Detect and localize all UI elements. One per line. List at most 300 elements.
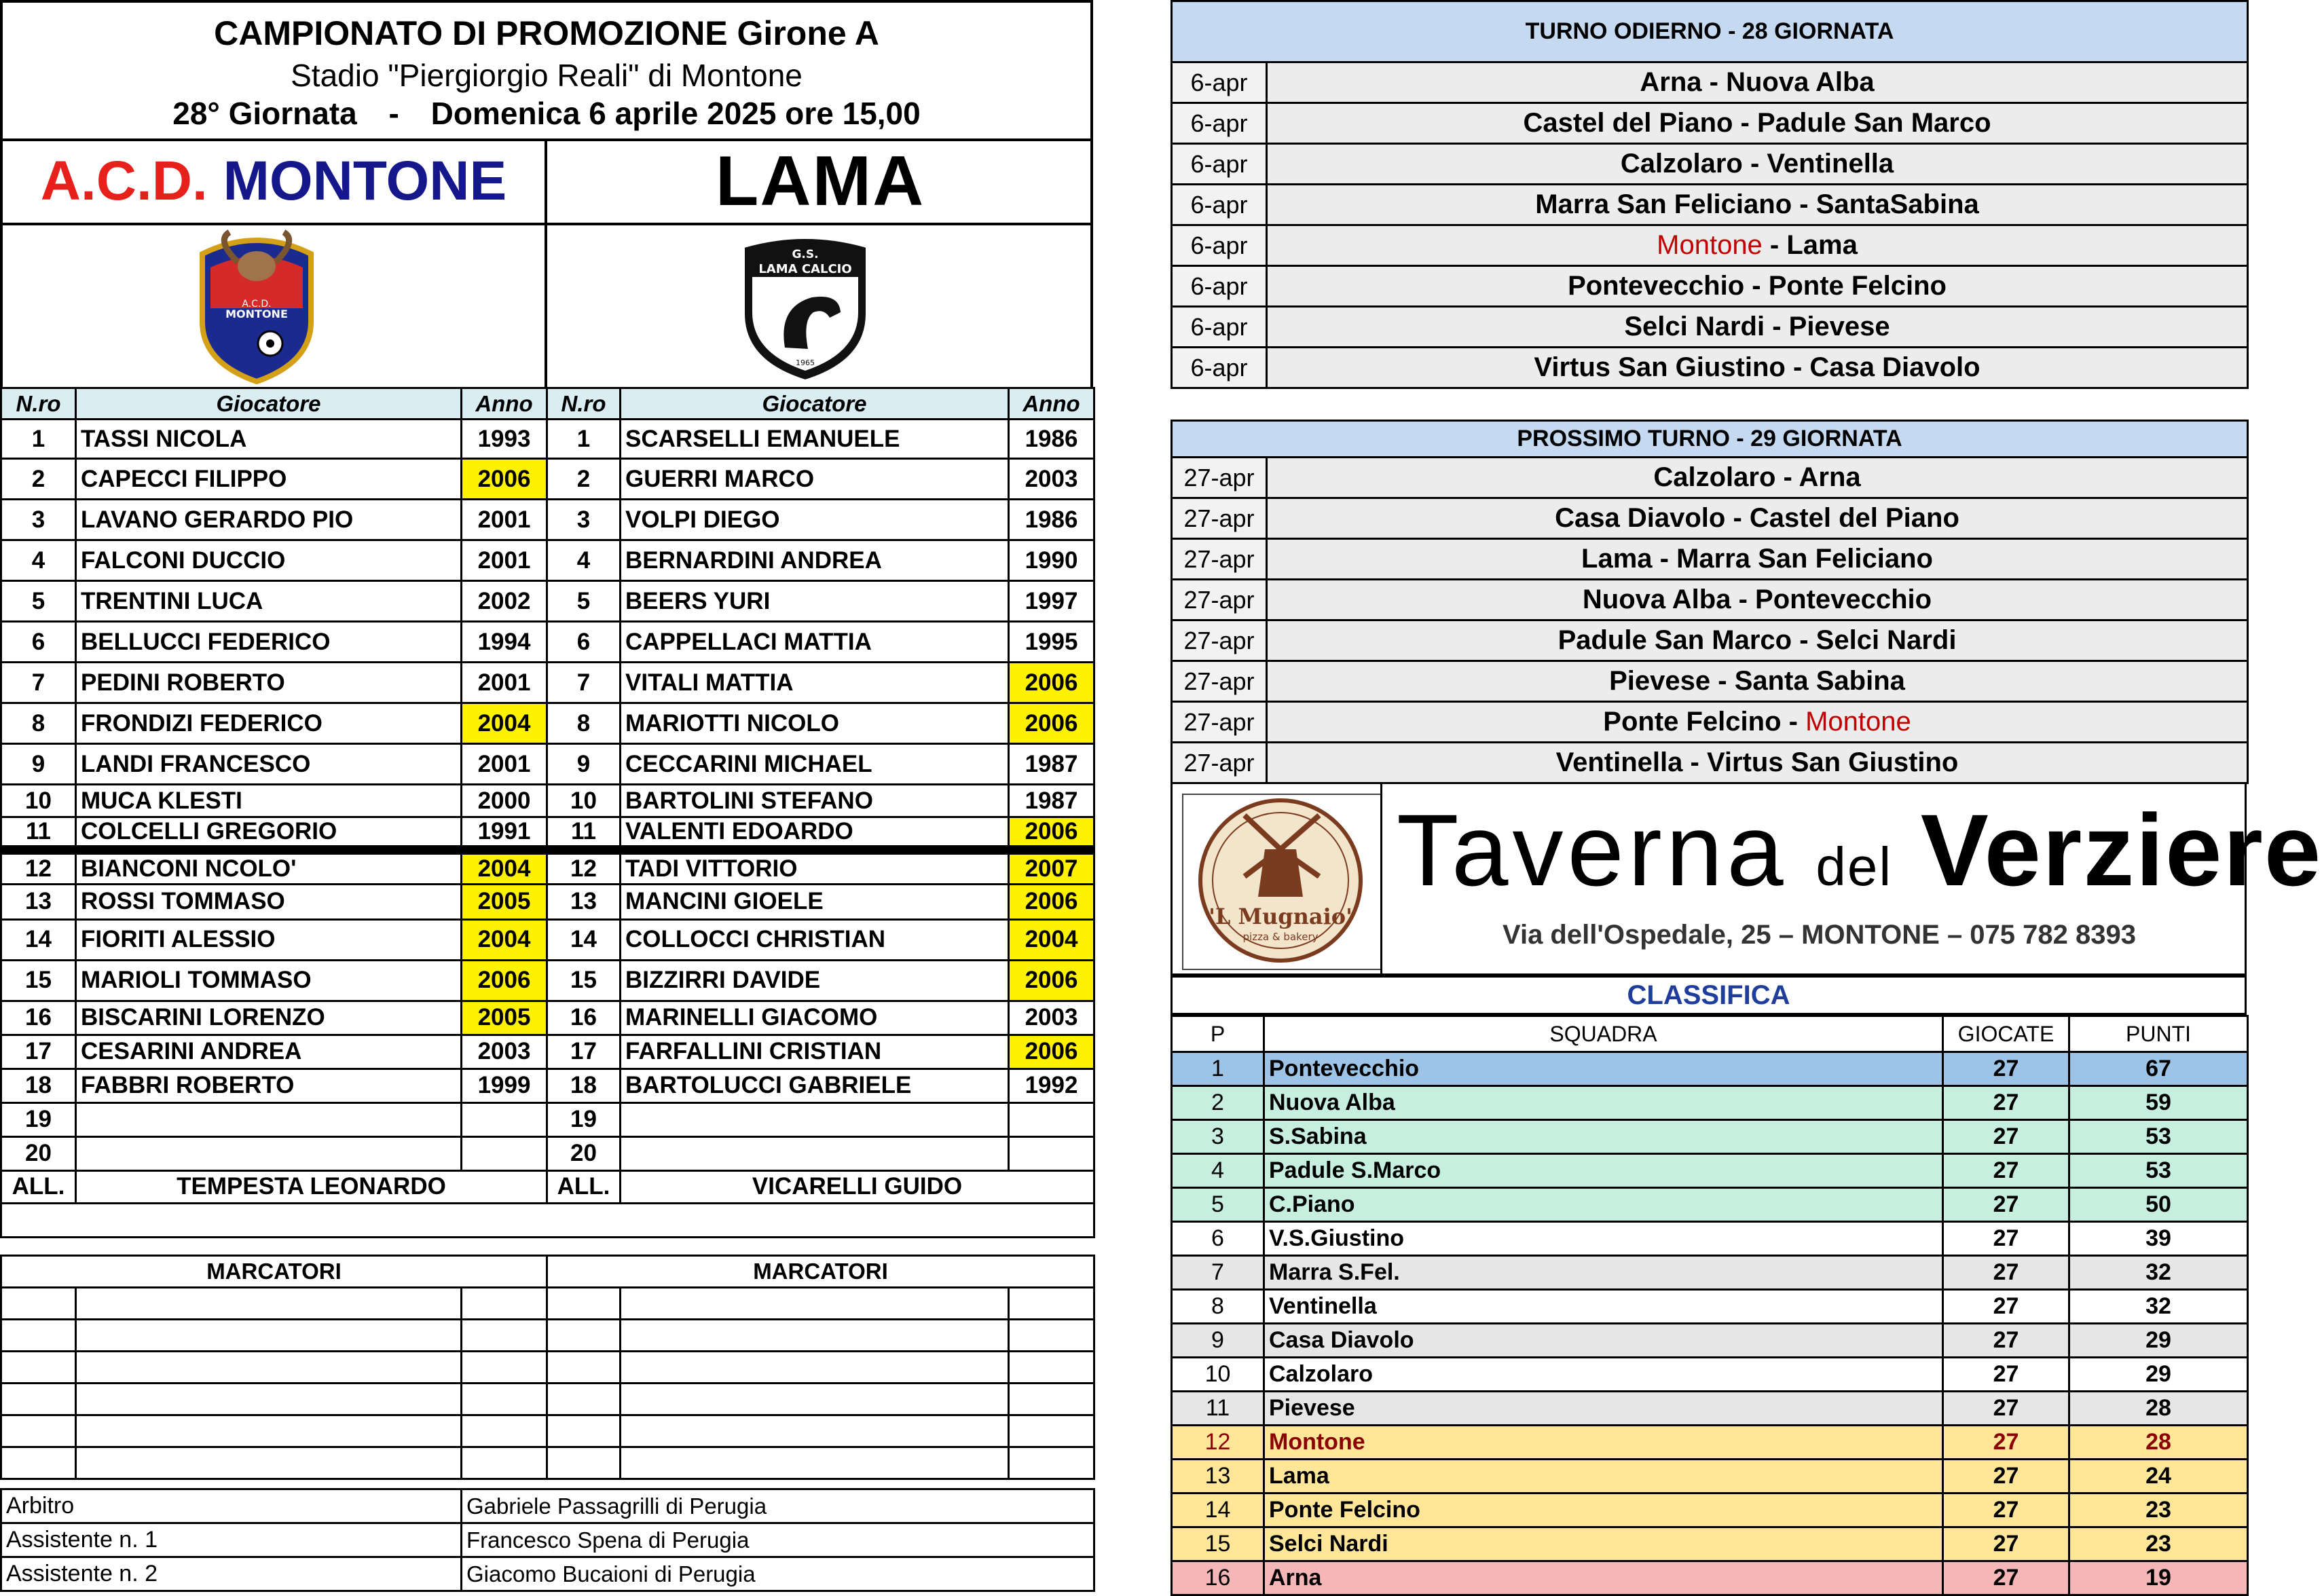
fixture-row — [1172, 103, 2248, 144]
away-player-number: 13 — [547, 884, 621, 919]
away-player-name: VALENTI EDOARDO — [621, 817, 1009, 851]
away-player-year: 2006 — [1009, 960, 1094, 1001]
standings-played: 27 — [1943, 1256, 2069, 1290]
fixture-match — [1267, 743, 2248, 783]
standings-team: Calzolaro — [1264, 1358, 1943, 1392]
home-player-number: 20 — [1, 1136, 76, 1170]
home-player-name — [76, 1102, 462, 1136]
lama-crest-year: 1965 — [796, 358, 815, 367]
away-player-name: MANCINI GIOELE — [621, 884, 1009, 919]
home-player-year: 2001 — [462, 540, 547, 581]
match-sheet — [0, 0, 1093, 1595]
home-player-number: 14 — [1, 919, 76, 960]
fixture-row — [1172, 266, 2248, 307]
fixture-separator: - — [1725, 503, 1750, 533]
standings-played: 27 — [1943, 1188, 2069, 1222]
away-player-header: Giocatore — [621, 388, 1009, 420]
fixture-home: Calzolaro — [1653, 462, 1776, 492]
away-player-name — [621, 1102, 1009, 1136]
away-player-number: 6 — [547, 622, 621, 663]
montone-crest-icon — [189, 227, 325, 383]
away-player-number: 11 — [547, 817, 621, 851]
fixture-home: Selci Nardi — [1624, 312, 1765, 341]
officials-table — [0, 1488, 1095, 1592]
home-player-name: TASSI NICOLA — [76, 420, 462, 459]
home-player-number: 7 — [1, 663, 76, 703]
fixture-home: Pontevecchio — [1568, 271, 1745, 301]
official-role: Assistente n. 2 — [1, 1557, 462, 1591]
standings-team: Padule S.Marco — [1264, 1154, 1943, 1188]
standings-position: 4 — [1172, 1154, 1264, 1188]
roster-row — [1, 744, 1094, 785]
home-player-year: 2001 — [462, 500, 547, 540]
fixture-match — [1267, 62, 2248, 103]
away-player-number: 20 — [547, 1136, 621, 1170]
home-player-name: BELLUCCI FEDERICO — [76, 622, 462, 663]
standings-points: 19 — [2069, 1561, 2248, 1595]
standings-points: 53 — [2069, 1154, 2248, 1188]
away-player-year: 2003 — [1009, 459, 1094, 500]
standings-row — [1172, 1120, 2248, 1154]
home-player-name: PEDINI ROBERTO — [76, 663, 462, 703]
standings-played: 27 — [1943, 1324, 2069, 1358]
roster-row — [1, 581, 1094, 622]
away-scorers-label: MARCATORI — [547, 1256, 1094, 1288]
official-row — [1, 1523, 1094, 1557]
away-player-number: 2 — [547, 459, 621, 500]
standings-row — [1172, 1527, 2248, 1561]
fixture-match — [1267, 580, 2248, 620]
away-player-number: 3 — [547, 500, 621, 540]
svg-text:MONTONE: MONTONE — [225, 308, 288, 320]
standings-played: 27 — [1943, 1527, 2069, 1561]
home-player-number: 9 — [1, 744, 76, 785]
scorer-row — [1, 1352, 1094, 1384]
championship-title: CAMPIONATO DI PROMOZIONE Girone A — [214, 14, 879, 52]
scorer-row — [1, 1320, 1094, 1352]
fixture-separator: - — [1733, 108, 1757, 138]
away-player-year: 2006 — [1009, 663, 1094, 703]
standings-row — [1172, 1086, 2248, 1120]
home-player-number: 16 — [1, 1001, 76, 1035]
standings-row — [1172, 1426, 2248, 1460]
roster-row — [1, 703, 1094, 744]
fixture-separator: - — [1701, 67, 1727, 97]
fixture-row — [1172, 225, 2248, 266]
away-player-number: 19 — [547, 1102, 621, 1136]
roster-row — [1, 1136, 1094, 1170]
home-player-name: MARIOLI TOMMASO — [76, 960, 462, 1001]
official-role: Assistente n. 1 — [1, 1523, 462, 1557]
away-player-name: VITALI MATTIA — [621, 663, 1009, 703]
away-team-name: LAMA — [715, 141, 925, 221]
fixture-date: 27-apr — [1172, 458, 1267, 498]
fixture-away: Castel del Piano — [1749, 503, 1959, 533]
away-player-number: 16 — [547, 1001, 621, 1035]
standings-team: Pievese — [1264, 1392, 1943, 1426]
away-player-name: BEERS YURI — [621, 581, 1009, 622]
standings-position: 2 — [1172, 1086, 1264, 1120]
roster-row — [1, 785, 1094, 817]
home-player-year: 2004 — [462, 919, 547, 960]
standings-points-header: PUNTI — [2069, 1016, 2248, 1052]
standings-table — [1171, 1015, 2249, 1596]
home-player-year: 2005 — [462, 884, 547, 919]
home-team-label: MONTONE — [223, 150, 507, 212]
fixture-away: SantaSabina — [1816, 189, 1979, 219]
fixture-away: Nuova Alba — [1726, 67, 1875, 97]
away-player-name: GUERRI MARCO — [621, 459, 1009, 500]
fixture-match — [1267, 702, 2248, 743]
standings-row — [1172, 1188, 2248, 1222]
home-player-year — [462, 1102, 547, 1136]
fixture-away: Arna — [1799, 462, 1861, 492]
away-player-number: 17 — [547, 1035, 621, 1069]
fixture-separator: - — [1792, 189, 1816, 219]
fixture-date: 6-apr — [1172, 348, 1267, 388]
fixture-home: Ponte Felcino — [1603, 707, 1782, 737]
standings-pos-header: P — [1172, 1016, 1264, 1052]
standings-played: 27 — [1943, 1358, 2069, 1392]
fixture-separator: - — [1744, 271, 1769, 301]
fixture-home: Casa Diavolo — [1555, 503, 1726, 533]
home-player-year: 1993 — [462, 420, 547, 459]
fixture-date: 6-apr — [1172, 225, 1267, 266]
away-player-year: 1987 — [1009, 785, 1094, 817]
stadium-name: Stadio "Piergiorgio Reali" di Montone — [291, 58, 803, 93]
lama-crest-top: G.S. — [792, 248, 819, 261]
standings-points: 29 — [2069, 1324, 2248, 1358]
standings-position: 16 — [1172, 1561, 1264, 1595]
standings-team: Montone — [1264, 1426, 1943, 1460]
official-name: Francesco Spena di Perugia — [462, 1523, 1094, 1557]
roster-row — [1, 919, 1094, 960]
home-team-name — [0, 141, 547, 222]
today-title-row — [1172, 1, 2248, 62]
fixture-date: 27-apr — [1172, 743, 1267, 783]
standings-team-header: SQUADRA — [1264, 1016, 1943, 1052]
home-coach-name: TEMPESTA LEONARDO — [76, 1170, 547, 1203]
scorer-row — [1, 1384, 1094, 1415]
away-player-number: 18 — [547, 1069, 621, 1102]
fixture-date: 27-apr — [1172, 539, 1267, 580]
home-player-number: 12 — [1, 850, 76, 884]
away-player-name: VOLPI DIEGO — [621, 500, 1009, 540]
standings-row — [1172, 1392, 2248, 1426]
standings-row — [1172, 1493, 2248, 1527]
fixture-away: Pievese — [1788, 312, 1890, 341]
fixture-separator: - — [1742, 149, 1767, 179]
home-player-number: 4 — [1, 540, 76, 581]
fixture-date: 6-apr — [1172, 103, 1267, 144]
match-date: Domenica 6 aprile 2025 ore 15,00 — [430, 96, 921, 131]
standings-played: 27 — [1943, 1426, 2069, 1460]
fixture-match — [1267, 266, 2248, 307]
home-coach-label: ALL. — [1, 1170, 76, 1203]
home-player-number: 8 — [1, 703, 76, 744]
home-player-year: 2005 — [462, 1001, 547, 1035]
away-player-year: 1987 — [1009, 744, 1094, 785]
home-player-year: 2002 — [462, 581, 547, 622]
fixture-away: Montone — [1805, 707, 1911, 737]
away-player-number: 10 — [547, 785, 621, 817]
scorer-row — [1, 1288, 1094, 1320]
home-player-number: 19 — [1, 1102, 76, 1136]
fixture-home: Castel del Piano — [1523, 108, 1733, 138]
standings-position: 13 — [1172, 1460, 1264, 1493]
standings-position: 7 — [1172, 1256, 1264, 1290]
standings-played: 27 — [1943, 1086, 2069, 1120]
fixture-row — [1172, 661, 2248, 702]
standings-played: 27 — [1943, 1154, 2069, 1188]
home-team-prefix: A.C.D. — [40, 150, 208, 212]
standings-played: 27 — [1943, 1290, 2069, 1324]
standings-title: CLASSIFICA — [1171, 976, 2247, 1015]
away-player-name: MARINELLI GIACOMO — [621, 1001, 1009, 1035]
fixture-date: 27-apr — [1172, 498, 1267, 539]
home-player-year: 2006 — [462, 960, 547, 1001]
fixture-date: 6-apr — [1172, 266, 1267, 307]
roster-row — [1, 1001, 1094, 1035]
coach-row — [1, 1170, 1094, 1203]
home-player-number: 1 — [1, 420, 76, 459]
mugnaio-logo — [1182, 794, 1382, 970]
standings-points: 50 — [2069, 1188, 2248, 1222]
home-player-year: 2004 — [462, 850, 547, 884]
fixture-match — [1267, 144, 2248, 185]
scorer-row — [1, 1415, 1094, 1447]
standings-row — [1172, 1256, 2248, 1290]
fixture-separator: - — [1682, 747, 1707, 777]
away-player-name: CECCARINI MICHAEL — [621, 744, 1009, 785]
roster-header-row — [1, 388, 1094, 420]
home-player-number: 5 — [1, 581, 76, 622]
sponsor-address: Via dell'Ospedale, 25 – MONTONE – 075 782 8393 — [1503, 920, 2136, 950]
fixture-date: 6-apr — [1172, 307, 1267, 348]
away-year-header: Anno — [1009, 388, 1094, 420]
away-player-year: 1992 — [1009, 1069, 1094, 1102]
fixture-home: Nuova Alba — [1582, 584, 1731, 614]
away-player-year: 1986 — [1009, 500, 1094, 540]
standings-position: 10 — [1172, 1358, 1264, 1392]
standings-played: 27 — [1943, 1493, 2069, 1527]
away-player-number: 9 — [547, 744, 621, 785]
fixture-separator: - — [1785, 352, 1810, 382]
standings-played: 27 — [1943, 1392, 2069, 1426]
standings-points: 24 — [2069, 1460, 2248, 1493]
standings-played-header: GIOCATE — [1943, 1016, 2069, 1052]
sponsor-name — [1397, 792, 2322, 908]
mugnaio-title: 'L Mugnaio' — [1209, 904, 1352, 929]
home-player-number: 11 — [1, 817, 76, 851]
standings-points: 39 — [2069, 1222, 2248, 1256]
home-player-name: ROSSI TOMMASO — [76, 884, 462, 919]
away-coach-name: VICARELLI GUIDO — [621, 1170, 1094, 1203]
away-coach-label: ALL. — [547, 1170, 621, 1203]
standings-team: S.Sabina — [1264, 1120, 1943, 1154]
fixture-home: Arna — [1640, 67, 1702, 97]
fixture-date: 27-apr — [1172, 702, 1267, 743]
roster-row — [1, 1035, 1094, 1069]
home-player-year: 1994 — [462, 622, 547, 663]
round-label: 28° Giornata — [172, 96, 357, 131]
standings-row — [1172, 1460, 2248, 1493]
standings-played: 27 — [1943, 1222, 2069, 1256]
away-player-year: 1997 — [1009, 581, 1094, 622]
standings-team: Ponte Felcino — [1264, 1493, 1943, 1527]
away-player-number: 15 — [547, 960, 621, 1001]
official-row — [1, 1557, 1094, 1591]
fixture-separator: - — [1731, 584, 1756, 614]
scorer-row — [1, 1447, 1094, 1479]
standings-row — [1172, 1154, 2248, 1188]
fixture-date: 27-apr — [1172, 661, 1267, 702]
standings-position: 14 — [1172, 1493, 1264, 1527]
standings-team: Lama — [1264, 1460, 1943, 1493]
lama-crest-name: LAMA CALCIO — [758, 262, 852, 276]
home-player-name: CAPECCI FILIPPO — [76, 459, 462, 500]
fixture-away: Ventinella — [1767, 149, 1894, 179]
home-player-number: 6 — [1, 622, 76, 663]
fixture-match — [1267, 348, 2248, 388]
away-num-header: N.ro — [547, 388, 621, 420]
roster-row — [1, 540, 1094, 581]
away-player-year: 1995 — [1009, 622, 1094, 663]
home-player-name: FIORITI ALESSIO — [76, 919, 462, 960]
standings-row — [1172, 1561, 2248, 1595]
away-player-year: 2007 — [1009, 850, 1094, 884]
away-player-number: 4 — [547, 540, 621, 581]
standings-played: 27 — [1943, 1120, 2069, 1154]
home-player-name — [76, 1136, 462, 1170]
standings-position: 15 — [1172, 1527, 1264, 1561]
fixture-separator: - — [1710, 666, 1735, 696]
fixture-match — [1267, 307, 2248, 348]
official-role: Arbitro — [1, 1489, 462, 1523]
fixture-away: Casa Diavolo — [1809, 352, 1980, 382]
standings-position: 3 — [1172, 1120, 1264, 1154]
official-name: Gabriele Passagrilli di Perugia — [462, 1489, 1094, 1523]
fixture-home: Padule San Marco — [1558, 625, 1792, 655]
standings-points: 28 — [2069, 1392, 2248, 1426]
next-fixtures — [1171, 420, 2249, 784]
mugnaio-sub: pizza & bakery — [1242, 931, 1319, 943]
next-title-row — [1172, 421, 2248, 458]
match-date-line — [0, 95, 1093, 132]
roster-row — [1, 960, 1094, 1001]
standings-team: Marra S.Fel. — [1264, 1256, 1943, 1290]
away-player-year: 2006 — [1009, 1035, 1094, 1069]
roster-row — [1, 850, 1094, 884]
scorers-table — [0, 1255, 1095, 1480]
standings-played: 27 — [1943, 1052, 2069, 1086]
fixture-home: Ventinella — [1555, 747, 1683, 777]
home-player-name: LANDI FRANCESCO — [76, 744, 462, 785]
sponsor-name-2: del — [1816, 836, 1893, 897]
home-num-header: N.ro — [1, 388, 76, 420]
standings-team: C.Piano — [1264, 1188, 1943, 1222]
fixture-row — [1172, 580, 2248, 620]
standings-team: Casa Diavolo — [1264, 1324, 1943, 1358]
roster-table — [0, 387, 1095, 1238]
fixture-date: 27-apr — [1172, 620, 1267, 661]
fixture-match — [1267, 661, 2248, 702]
home-player-number: 13 — [1, 884, 76, 919]
official-name: Giacomo Bucaioni di Perugia — [462, 1557, 1094, 1591]
away-player-year — [1009, 1136, 1094, 1170]
home-player-number: 18 — [1, 1069, 76, 1102]
home-player-header: Giocatore — [76, 388, 462, 420]
mill-logo-icon — [1183, 795, 1378, 966]
standings-team: Ventinella — [1264, 1290, 1943, 1324]
home-player-name: COLCELLI GREGORIO — [76, 817, 462, 851]
fixture-match — [1267, 620, 2248, 661]
fixture-separator: - — [1652, 544, 1677, 574]
sponsor-name-3: Verziere — [1920, 793, 2322, 907]
away-player-name: TADI VITTORIO — [621, 850, 1009, 884]
standings-team: Selci Nardi — [1264, 1527, 1943, 1561]
fixture-away: Lama — [1786, 230, 1858, 260]
lama-crest-icon — [737, 232, 873, 382]
away-player-year — [1009, 1102, 1094, 1136]
roster-row — [1, 1069, 1094, 1102]
fixture-separator: - — [1762, 230, 1787, 260]
roster-row — [1, 817, 1094, 851]
fixture-row — [1172, 185, 2248, 225]
home-player-name: BISCARINI LORENZO — [76, 1001, 462, 1035]
standings-points: 23 — [2069, 1527, 2248, 1561]
roster-row — [1, 420, 1094, 459]
standings-points: 28 — [2069, 1426, 2248, 1460]
official-row — [1, 1489, 1094, 1523]
home-player-name: FALCONI DUCCIO — [76, 540, 462, 581]
standings-position: 1 — [1172, 1052, 1264, 1086]
standings-points: 32 — [2069, 1290, 2248, 1324]
away-player-number: 1 — [547, 420, 621, 459]
home-player-number: 10 — [1, 785, 76, 817]
home-player-number: 15 — [1, 960, 76, 1001]
fixture-row — [1172, 62, 2248, 103]
standings-points: 67 — [2069, 1052, 2248, 1086]
roster-row — [1, 500, 1094, 540]
sponsor-name-1: Taverna — [1397, 793, 1788, 907]
away-player-year: 2006 — [1009, 703, 1094, 744]
roster-row — [1, 459, 1094, 500]
fixture-date: 6-apr — [1172, 144, 1267, 185]
scorers-header-row — [1, 1256, 1094, 1288]
today-fixtures — [1171, 0, 2249, 389]
away-player-number: 14 — [547, 919, 621, 960]
away-player-year: 2006 — [1009, 884, 1094, 919]
standings-team: Pontevecchio — [1264, 1052, 1943, 1086]
standings-header-row — [1172, 1016, 2248, 1052]
fixture-away: Selci Nardi — [1816, 625, 1957, 655]
fixture-row — [1172, 144, 2248, 185]
home-player-year: 1991 — [462, 817, 547, 851]
home-player-year: 2001 — [462, 744, 547, 785]
fixture-row — [1172, 620, 2248, 661]
away-player-year: 2003 — [1009, 1001, 1094, 1035]
away-player-name: CAPPELLACI MATTIA — [621, 622, 1009, 663]
fixture-row — [1172, 498, 2248, 539]
next-title: PROSSIMO TURNO - 29 GIORNATA — [1172, 421, 2248, 458]
standings-team: V.S.Giustino — [1264, 1222, 1943, 1256]
fixture-home: Calzolaro — [1620, 149, 1743, 179]
away-player-year: 2004 — [1009, 919, 1094, 960]
home-player-name: MUCA KLESTI — [76, 785, 462, 817]
fixture-separator: - — [1781, 707, 1806, 737]
fixture-date: 6-apr — [1172, 185, 1267, 225]
